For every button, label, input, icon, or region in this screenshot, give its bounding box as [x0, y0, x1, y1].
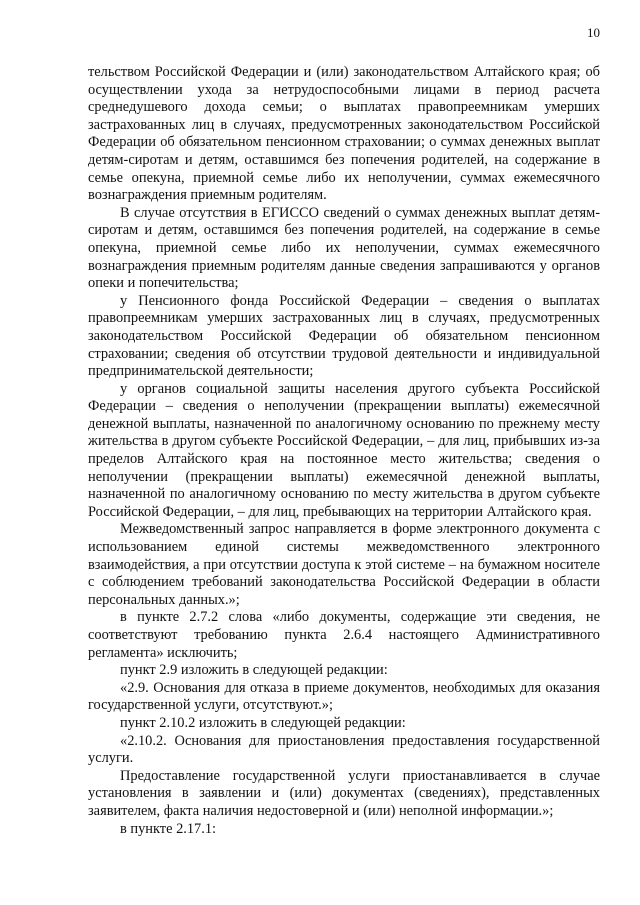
paragraph-suspension: Предоставление государственной услуги приостанавливается в случае установления в заявлении и (или) документах (сведениях), представленных заявителем, факта наличия недостоверной и (или) неполной информации.»; [88, 767, 600, 819]
paragraph-clause-2-17-1: в пункте 2.17.1: [120, 820, 217, 837]
document-body [88, 64, 600, 838]
paragraph-clause-2-10-2-intro: пункт 2.10.2 изложить в следующей редакции: [120, 714, 406, 731]
paragraph-clause-2-9-text: «2.9. Основания для отказа в приеме документов, необходимых для оказания государственной услуги, отсутствуют.»; [88, 679, 600, 714]
paragraph-continuation: тельством Российской Федерации и (или) законодательством Алтайского края; об осуществлении ухода за нетрудоспособными лицами в период расчета среднедушевого дохода семьи; о выплатах правопреемникам умерших застрахованных лиц в случаях, предусмотренных законодательством Российской Федерации об обязательном пенсионном страховании; о суммах денежных выплат детям-сиротам и детям, оставшимся без попечения родителей, на содержание в семье опекуна, приемной семье либо их неполучении, суммах ежемесячного вознаграждения приемным родителям. [88, 64, 600, 204]
paragraph-social-protection: у органов социальной защиты населения другого субъекта Российской Федерации – сведения о неполучении (прекращении выплаты) ежемесячной денежной выплаты, назначенной по аналогичному основанию по прежнему месту жительства в другом субъекте Российской Федерации, – для лиц, прибывших из-за пределов Алтайского края на постоянное место жительства; сведения о неполучении (прекращении выплаты) ежемесячной денежной выплаты, назначенной по аналогичному основанию по месту жительства в другом субъекте Российской Федерации, – для лиц, пребывающих на территории Алтайского края. [88, 380, 600, 520]
paragraph-clause-2-9-intro: пункт 2.9 изложить в следующей редакции: [120, 662, 388, 679]
paragraph-interagency-request: Межведомственный запрос направляется в форме электронного документа с использованием единой системы межведомственного электронного взаимодействия, а при отсутствии доступа к этой системе – на бумажном носителе с соблюдением требований законодательства Российской Федерации в области персональных данных.»; [88, 521, 600, 608]
paragraph-egisso-absence: В случае отсутствия в ЕГИССО сведений о суммах денежных выплат детям-сиротам и детям, оставшимся без попечения родителей, на содержание в семье опекуна, приемной семье либо их неполучении, суммах ежемесячного вознаграждения приемным родителям данные сведения запрашиваются у органов опеки и попечительства; [88, 204, 600, 292]
paragraph-clause-2-7-2: в пункте 2.7.2 слова «либо документы, содержащие эти сведения, не соответствуют требованию пункта 2.6.4 настоящего Административного регламента» исключить; [88, 609, 600, 661]
page-number: 10 [587, 25, 600, 40]
paragraph-pension-fund: у Пенсионного фонда Российской Федерации – сведения о выплатах правопреемникам умерших застрахованных лиц в случаях, предусмотренных законодательством Российской Федерации об обязательном пенсионном страховании; сведения об отсутствии трудовой деятельности и индивидуальной предпринимательской деятельности; [88, 292, 600, 380]
paragraph-clause-2-10-2-text: «2.10.2. Основания для приостановления предоставления государственной услуги. [88, 732, 600, 767]
